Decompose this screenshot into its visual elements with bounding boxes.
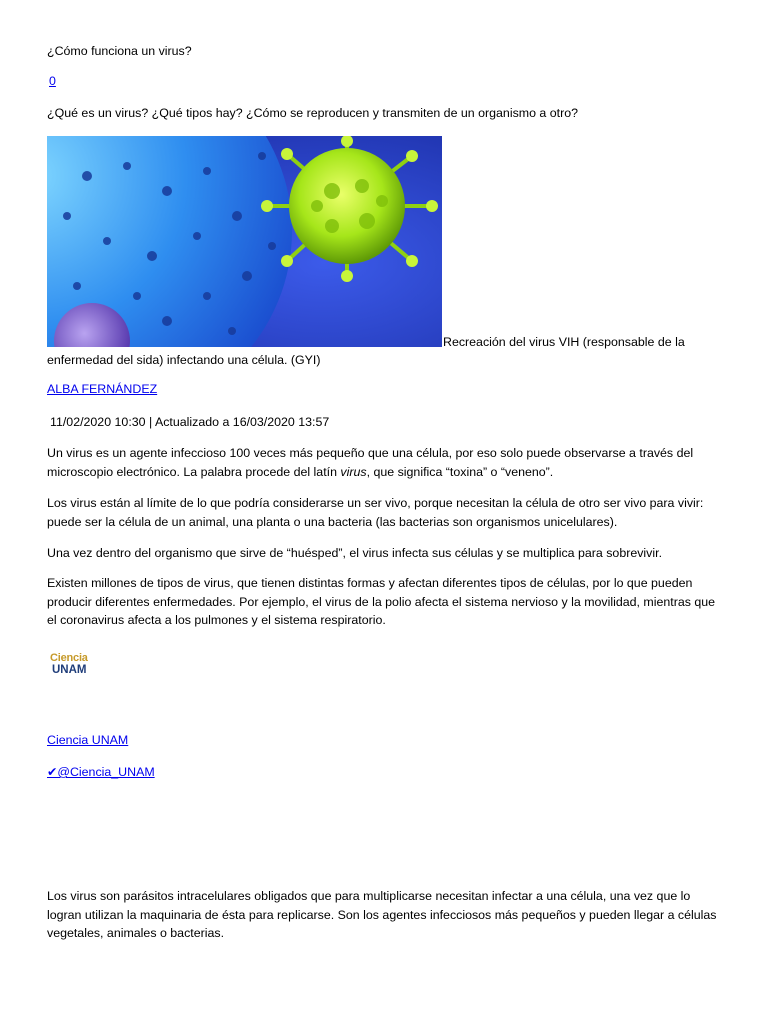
logo-text-ciencia: Ciencia: [50, 652, 88, 664]
author-link[interactable]: ALBA FERNÁNDEZ: [47, 382, 158, 396]
article-paragraph: [47, 444, 727, 481]
ciencia-unam-logo: [48, 652, 96, 680]
article-heading: ¿Cómo funciona un virus?: [47, 44, 192, 58]
article-subtitle: ¿Qué es un virus? ¿Qué tipos hay? ¿Cómo se reproducen y transmiten de un organismo a otro?: [47, 106, 579, 120]
paragraph-text: , que significa “toxina” o “veneno”.: [366, 464, 554, 479]
source-paragraph: Los virus son parásitos intracelulares obligados que para multiplicarse necesitan infectar a una célula, una vez que lo logran utilizan la maquinaria de ésta para replicarse. Son los agentes infecciosos más pequeños y pueden llegar a células vegetales, animales o bacterias.: [47, 889, 717, 940]
article-paragraph: Existen millones de tipos de virus, que tienen distintas formas y afectan diferentes tipos de células, por lo que pueden producir diferentes enfermedades. Por ejemplo, el virus de la polio afecta el sistema nervioso y la movilidad, mientras que el coronavirus afecta a los pulmones y el sistema respiratorio.: [47, 576, 716, 627]
latin-term: virus: [340, 464, 367, 479]
article-dateline: 11/02/2020 10:30 | Actualizado a 16/03/2020 13:57: [50, 415, 330, 429]
virus-illustration-image: [47, 136, 442, 347]
comments-count-link[interactable]: 0: [49, 74, 56, 88]
article-paragraph: Una vez dentro del organismo que sirve de “huésped”, el virus infecta sus células y se multiplica para sobrevivir.: [47, 546, 663, 560]
image-caption-continued: enfermedad del sida) infectando una célula. (GYI): [47, 353, 321, 367]
source-handle-link[interactable]: ✔@Ciencia_UNAM: [47, 765, 155, 779]
logo-text-unam: UNAM: [52, 664, 87, 676]
image-caption: Recreación del virus VIH (responsable de la: [443, 335, 685, 349]
article-paragraph: Los virus están al límite de lo que podría considerarse un ser vivo, porque necesitan la célula de otro ser vivo para vivir: puede ser la célula de un animal, una planta o una bacteria (las bacterias son organismos unicelulares).: [47, 496, 704, 529]
paragraph-text: Un virus es un agente infeccioso 100 veces más pequeño que una célula, por eso solo puede observarse a través del microscopio electrónico. La palabra procede del latín: [47, 446, 694, 479]
source-name-link[interactable]: Ciencia UNAM: [47, 733, 129, 747]
